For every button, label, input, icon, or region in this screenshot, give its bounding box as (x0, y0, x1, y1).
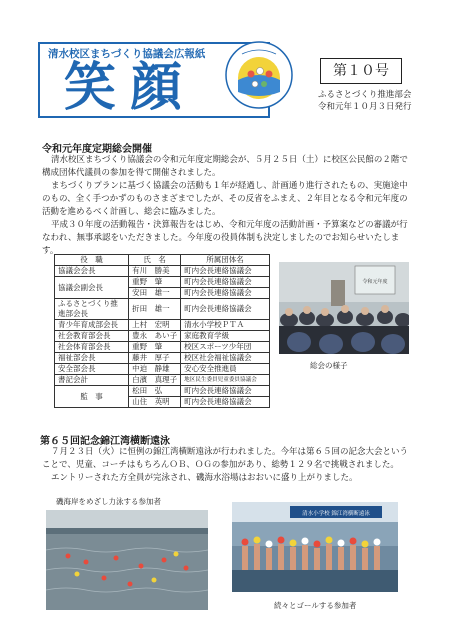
role-cell: 青少年育成部会長 (55, 320, 129, 331)
name-cell: 白濱 真理子 (129, 375, 181, 386)
table-row (55, 331, 270, 342)
name-cell: 有川 勝美 (129, 266, 181, 277)
swimmers-photo (46, 510, 208, 610)
paragraph: 清水校区まちづくり協議会の令和元年度定期総会が、５月２５日（土）に校区公民館の２階で構成団体代議員の参加を得て開催されました。 (42, 155, 408, 178)
org-cell: 清水小学校ＰＴＡ (181, 320, 270, 331)
role-cell: 監 事 (55, 386, 129, 408)
table-header-row (55, 255, 270, 266)
table-row (55, 277, 270, 288)
table-row (55, 353, 270, 364)
org-cell: 町内会長連絡協議会 (181, 288, 270, 299)
name-cell: 豊永 あい子 (129, 331, 181, 342)
org-cell: 町内会長連絡協議会 (181, 386, 270, 397)
role-cell: 社会体育部会長 (55, 342, 129, 353)
banner-text: 清水小学校 錦江湾横断遠泳 (302, 511, 370, 517)
paragraph: エントリーされた方全員が完泳され、磯海水浴場はおおいに盛り上がりました。 (51, 473, 358, 483)
role-cell: ふるさとづくり推進部会長 (55, 299, 129, 320)
role-cell: 書記会計 (55, 375, 129, 386)
section-title-swim: 第６５回記念錦江湾横断遠泳 (40, 436, 170, 447)
name-cell: 藤井 厚子 (129, 353, 181, 364)
org-cell: 町内会長連絡協議会 (181, 266, 270, 277)
org-cell: 町内会長連絡協議会 (181, 277, 270, 288)
table-row (55, 342, 270, 353)
name-cell: 折田 雄一 (129, 299, 181, 320)
name-cell: 中迫 静雄 (129, 364, 181, 375)
role-cell: 安全部会長 (55, 364, 129, 375)
general-meeting-photo (279, 262, 409, 354)
publisher: ふるさとづくり推進部会 (318, 90, 412, 100)
name-cell: 山住 英明 (129, 397, 181, 408)
role-cell: 福祉部会長 (55, 353, 129, 364)
column-header: 氏 名 (129, 255, 181, 266)
table-row (55, 364, 270, 375)
newsletter-subtitle: 清水校区まちづくり協議会広報紙 (48, 48, 206, 60)
column-header: 所属団体名 (181, 255, 270, 266)
role-cell: 協議会副会長 (55, 277, 129, 299)
name-cell: 安田 雄一 (129, 288, 181, 299)
org-cell: 校区社会福祉協議会 (181, 353, 270, 364)
paragraph: ７月２３日（火）に恒例の錦江湾横断遠泳が行われました。今年は第６５回の記念大会ということで、児童、コーチはもちろんＯＢ、ＯＧの参加があり、総勢１２９名で挑戦されました。 (42, 447, 409, 470)
table-row (55, 266, 270, 277)
name-cell: 重野 肇 (129, 342, 181, 353)
name-cell: 上村 宏明 (129, 320, 181, 331)
table-row (55, 320, 270, 331)
name-cell: 重野 肇 (129, 277, 181, 288)
org-cell: 家庭教育学級 (181, 331, 270, 342)
paragraph: まちづくりプランに基づく協議会の活動も１年が経過し、計画通り進行されたもの、実施途中のもの、全く手つかずのものさまざまでしたが、その反省をふまえ、２年目となる令和元年度の活動を進めるべく計画し、総会に臨みました。 (42, 181, 408, 217)
photo-caption: 磯海岸をめざし力泳する参加者 (56, 497, 161, 506)
table-row (55, 375, 270, 386)
section-title-general-meeting: 令和元年度定期総会開催 (42, 144, 152, 155)
photo-caption: 続々とゴールする参加者 (274, 601, 357, 610)
role-cell: 社会教育部会長 (55, 331, 129, 342)
paragraph: 平成３０年度の活動報告・決算報告をはじめ、令和元年度の活動計画・予算案などの審議が行なわれ、無事承認をいただきました。今年度の役員体制も決定しましたのでお知らせいたします。 (42, 220, 408, 256)
photo-caption: 総会の様子 (310, 361, 348, 370)
table-row (55, 386, 270, 397)
newsletter-title: 笑顔 (64, 58, 197, 118)
org-cell: 町内会長連絡協議会 (181, 397, 270, 408)
publish-date: 令和元年１０月３日発行 (318, 102, 412, 112)
role-cell: 協議会会長 (55, 266, 129, 277)
goal-photo (232, 502, 398, 592)
column-header: 役 職 (55, 255, 129, 266)
name-cell: 松田 弘 (129, 386, 181, 397)
org-cell: 町内会長連絡協議会 (181, 299, 270, 320)
table-row (55, 299, 270, 320)
issue-number: 第１０号 (320, 58, 402, 84)
officers-table (54, 254, 270, 408)
org-cell: 校区スポーツ少年団 (181, 342, 270, 353)
org-cell: 地区民生委員児童委員協議会 (181, 375, 270, 386)
slide-text: 令和元年度 (362, 279, 388, 285)
org-cell: 安心安全推進員 (181, 364, 270, 375)
logo-emblem (224, 40, 294, 110)
